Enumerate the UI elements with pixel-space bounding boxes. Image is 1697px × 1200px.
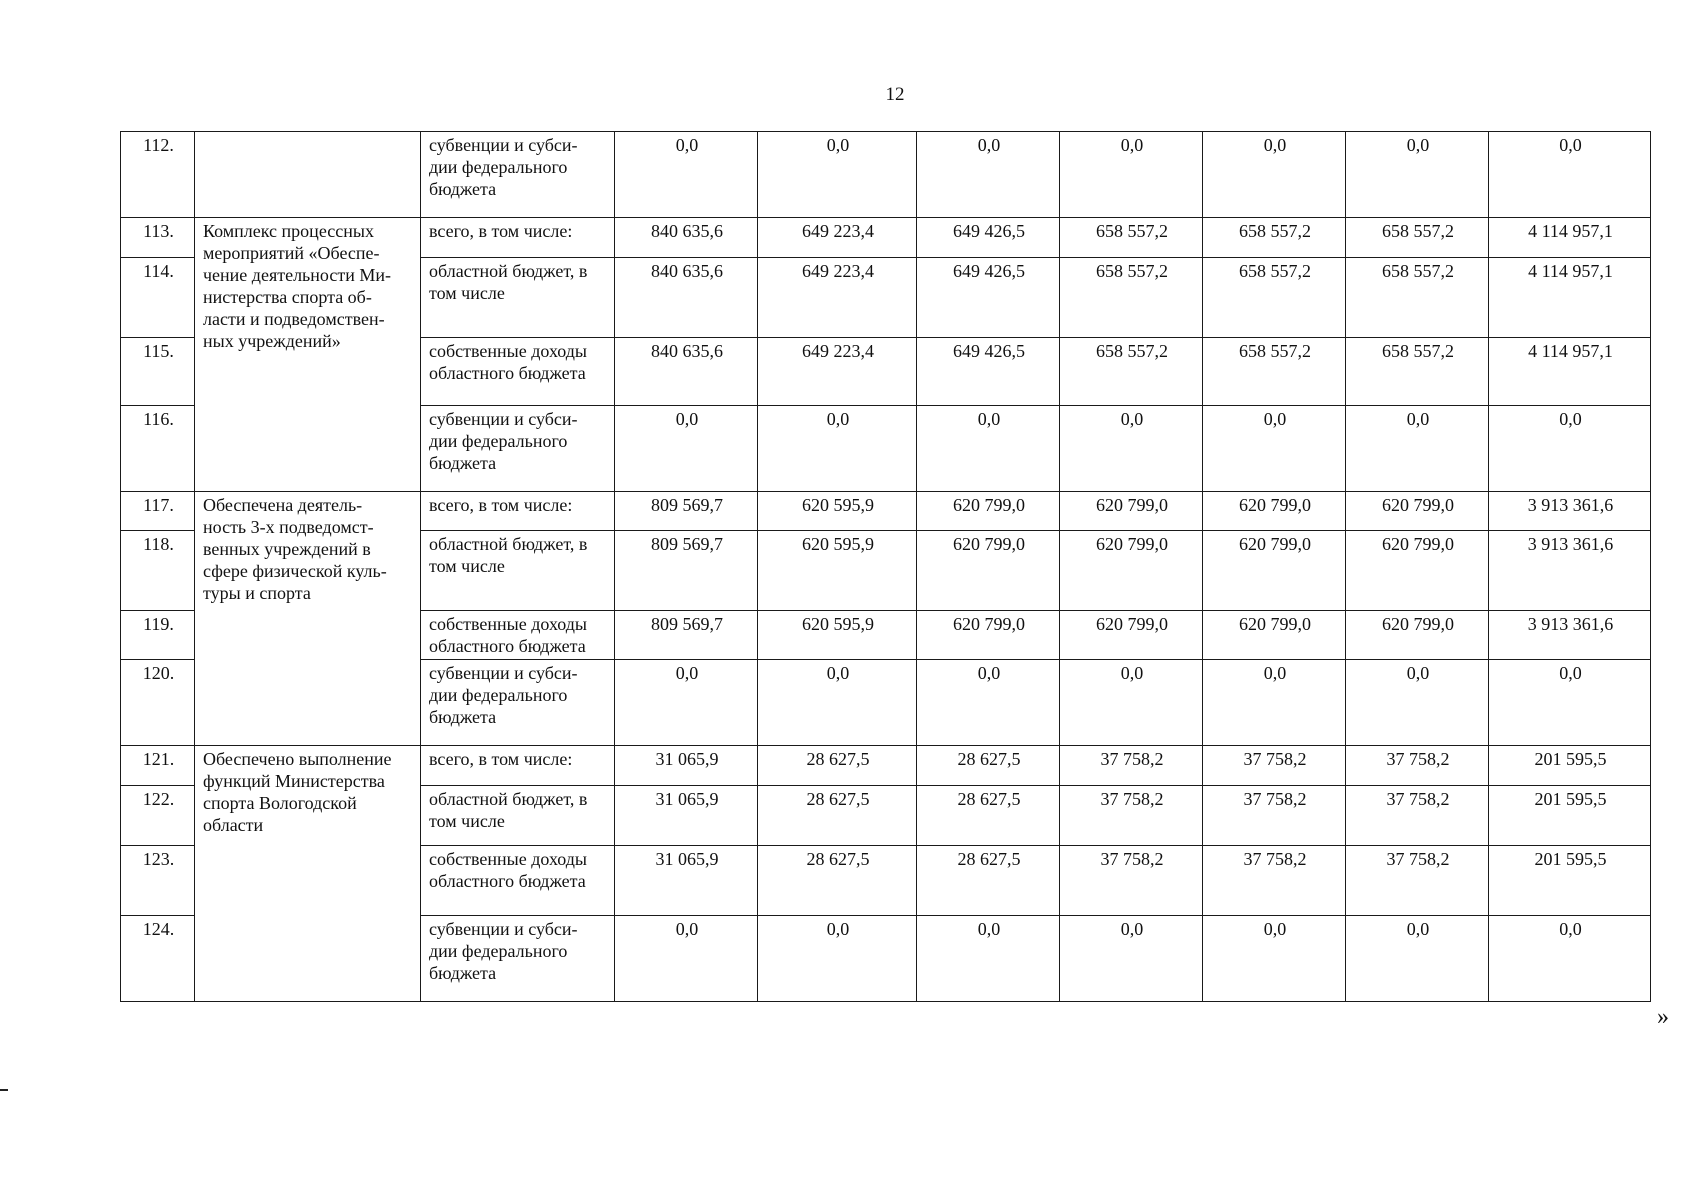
row-number: 119. [121, 611, 195, 660]
value-cell: 37 758,2 [1060, 786, 1203, 846]
value-cell: 28 627,5 [917, 746, 1060, 786]
value-cell: 809 569,7 [615, 492, 758, 531]
value-cell: 28 627,5 [758, 846, 917, 916]
item-name: Обеспечена деятель- ность 3-х подведомст- венных учреждений в сфере физической куль- туры и спорта [195, 492, 421, 746]
value-cell: 0,0 [1203, 916, 1346, 1002]
funding-source: собственные доходы областного бюджета [421, 611, 615, 660]
page-number: 12 [885, 84, 905, 105]
value-cell: 0,0 [1060, 916, 1203, 1002]
value-cell: 809 569,7 [615, 531, 758, 611]
closing-quote: » [1657, 1004, 1669, 1030]
value-cell: 0,0 [615, 916, 758, 1002]
row-number: 124. [121, 916, 195, 1002]
scan-edge-mark [0, 1089, 8, 1091]
total-cell: 201 595,5 [1489, 746, 1651, 786]
value-cell: 37 758,2 [1346, 846, 1489, 916]
value-cell: 658 557,2 [1060, 218, 1203, 258]
value-cell: 31 065,9 [615, 846, 758, 916]
total-cell: 201 595,5 [1489, 846, 1651, 916]
value-cell: 37 758,2 [1203, 746, 1346, 786]
total-cell: 0,0 [1489, 132, 1651, 218]
table-row [121, 746, 1651, 786]
value-cell: 37 758,2 [1203, 786, 1346, 846]
value-cell: 649 426,5 [917, 338, 1060, 406]
funding-source: областной бюджет, в том числе [421, 258, 615, 338]
funding-source: собственные доходы областного бюджета [421, 846, 615, 916]
value-cell: 0,0 [1346, 406, 1489, 492]
item-name [195, 132, 421, 218]
value-cell: 0,0 [1060, 132, 1203, 218]
item-name: Комплекс процессных мероприятий «Обеспе- чение деятельности Ми- нистерства спорта об- ласти и подведомствен- ных учреждений» [195, 218, 421, 492]
value-cell: 0,0 [917, 916, 1060, 1002]
value-cell: 658 557,2 [1346, 258, 1489, 338]
total-cell: 4 114 957,1 [1489, 258, 1651, 338]
row-number: 120. [121, 660, 195, 746]
value-cell: 658 557,2 [1346, 338, 1489, 406]
total-cell: 4 114 957,1 [1489, 338, 1651, 406]
value-cell: 649 426,5 [917, 258, 1060, 338]
row-number: 123. [121, 846, 195, 916]
value-cell: 31 065,9 [615, 746, 758, 786]
value-cell: 620 595,9 [758, 492, 917, 531]
total-cell: 0,0 [1489, 660, 1651, 746]
value-cell: 28 627,5 [758, 746, 917, 786]
value-cell: 658 557,2 [1060, 338, 1203, 406]
row-number: 113. [121, 218, 195, 258]
value-cell: 0,0 [917, 406, 1060, 492]
value-cell: 0,0 [758, 660, 917, 746]
funding-source: субвенции и субси- дии федерального бюджета [421, 132, 615, 218]
value-cell: 658 557,2 [1203, 258, 1346, 338]
budget-table [120, 131, 1651, 1002]
value-cell: 658 557,2 [1346, 218, 1489, 258]
value-cell: 620 799,0 [1346, 611, 1489, 660]
total-cell: 201 595,5 [1489, 786, 1651, 846]
value-cell: 37 758,2 [1203, 846, 1346, 916]
row-number: 117. [121, 492, 195, 531]
value-cell: 649 223,4 [758, 258, 917, 338]
value-cell: 0,0 [758, 916, 917, 1002]
value-cell: 28 627,5 [758, 786, 917, 846]
value-cell: 649 223,4 [758, 218, 917, 258]
value-cell: 840 635,6 [615, 258, 758, 338]
value-cell: 840 635,6 [615, 218, 758, 258]
value-cell: 620 799,0 [1203, 531, 1346, 611]
table-row [121, 132, 1651, 218]
funding-source: всего, в том числе: [421, 492, 615, 531]
row-number: 115. [121, 338, 195, 406]
funding-source: собственные доходы областного бюджета [421, 338, 615, 406]
value-cell: 0,0 [1203, 660, 1346, 746]
value-cell: 658 557,2 [1203, 218, 1346, 258]
value-cell: 0,0 [917, 132, 1060, 218]
row-number: 116. [121, 406, 195, 492]
value-cell: 620 799,0 [917, 531, 1060, 611]
value-cell: 620 799,0 [1060, 611, 1203, 660]
funding-source: всего, в том числе: [421, 218, 615, 258]
row-number: 118. [121, 531, 195, 611]
value-cell: 620 799,0 [917, 492, 1060, 531]
value-cell: 658 557,2 [1060, 258, 1203, 338]
value-cell: 620 799,0 [1203, 492, 1346, 531]
value-cell: 649 223,4 [758, 338, 917, 406]
value-cell: 649 426,5 [917, 218, 1060, 258]
value-cell: 0,0 [615, 406, 758, 492]
total-cell: 3 913 361,6 [1489, 531, 1651, 611]
table-row [121, 492, 1651, 531]
table-body [121, 132, 1651, 1002]
value-cell: 0,0 [1060, 660, 1203, 746]
value-cell: 0,0 [615, 660, 758, 746]
table-row [121, 218, 1651, 258]
value-cell: 620 595,9 [758, 611, 917, 660]
total-cell: 0,0 [1489, 406, 1651, 492]
value-cell: 0,0 [615, 132, 758, 218]
value-cell: 620 799,0 [1346, 531, 1489, 611]
funding-source: областной бюджет, в том числе [421, 786, 615, 846]
row-number: 112. [121, 132, 195, 218]
total-cell: 3 913 361,6 [1489, 611, 1651, 660]
value-cell: 0,0 [758, 406, 917, 492]
funding-source: субвенции и субси- дии федерального бюджета [421, 916, 615, 1002]
value-cell: 28 627,5 [917, 846, 1060, 916]
value-cell: 658 557,2 [1203, 338, 1346, 406]
value-cell: 840 635,6 [615, 338, 758, 406]
value-cell: 0,0 [1060, 406, 1203, 492]
value-cell: 37 758,2 [1346, 786, 1489, 846]
funding-source: всего, в том числе: [421, 746, 615, 786]
value-cell: 0,0 [1346, 916, 1489, 1002]
value-cell: 37 758,2 [1346, 746, 1489, 786]
value-cell: 28 627,5 [917, 786, 1060, 846]
row-number: 121. [121, 746, 195, 786]
value-cell: 0,0 [1346, 132, 1489, 218]
value-cell: 809 569,7 [615, 611, 758, 660]
value-cell: 0,0 [758, 132, 917, 218]
value-cell: 620 799,0 [1203, 611, 1346, 660]
funding-source: субвенции и субси- дии федерального бюджета [421, 406, 615, 492]
value-cell: 620 595,9 [758, 531, 917, 611]
value-cell: 620 799,0 [1060, 531, 1203, 611]
value-cell: 620 799,0 [1060, 492, 1203, 531]
total-cell: 0,0 [1489, 916, 1651, 1002]
value-cell: 37 758,2 [1060, 846, 1203, 916]
item-name: Обеспечено выполнение функций Министерства спорта Вологодской области [195, 746, 421, 1002]
value-cell: 620 799,0 [917, 611, 1060, 660]
value-cell: 0,0 [1203, 132, 1346, 218]
funding-source: субвенции и субси- дии федерального бюджета [421, 660, 615, 746]
total-cell: 3 913 361,6 [1489, 492, 1651, 531]
value-cell: 0,0 [1346, 660, 1489, 746]
value-cell: 0,0 [1203, 406, 1346, 492]
value-cell: 31 065,9 [615, 786, 758, 846]
total-cell: 4 114 957,1 [1489, 218, 1651, 258]
row-number: 122. [121, 786, 195, 846]
funding-source: областной бюджет, в том числе [421, 531, 615, 611]
value-cell: 37 758,2 [1060, 746, 1203, 786]
value-cell: 620 799,0 [1346, 492, 1489, 531]
row-number: 114. [121, 258, 195, 338]
value-cell: 0,0 [917, 660, 1060, 746]
